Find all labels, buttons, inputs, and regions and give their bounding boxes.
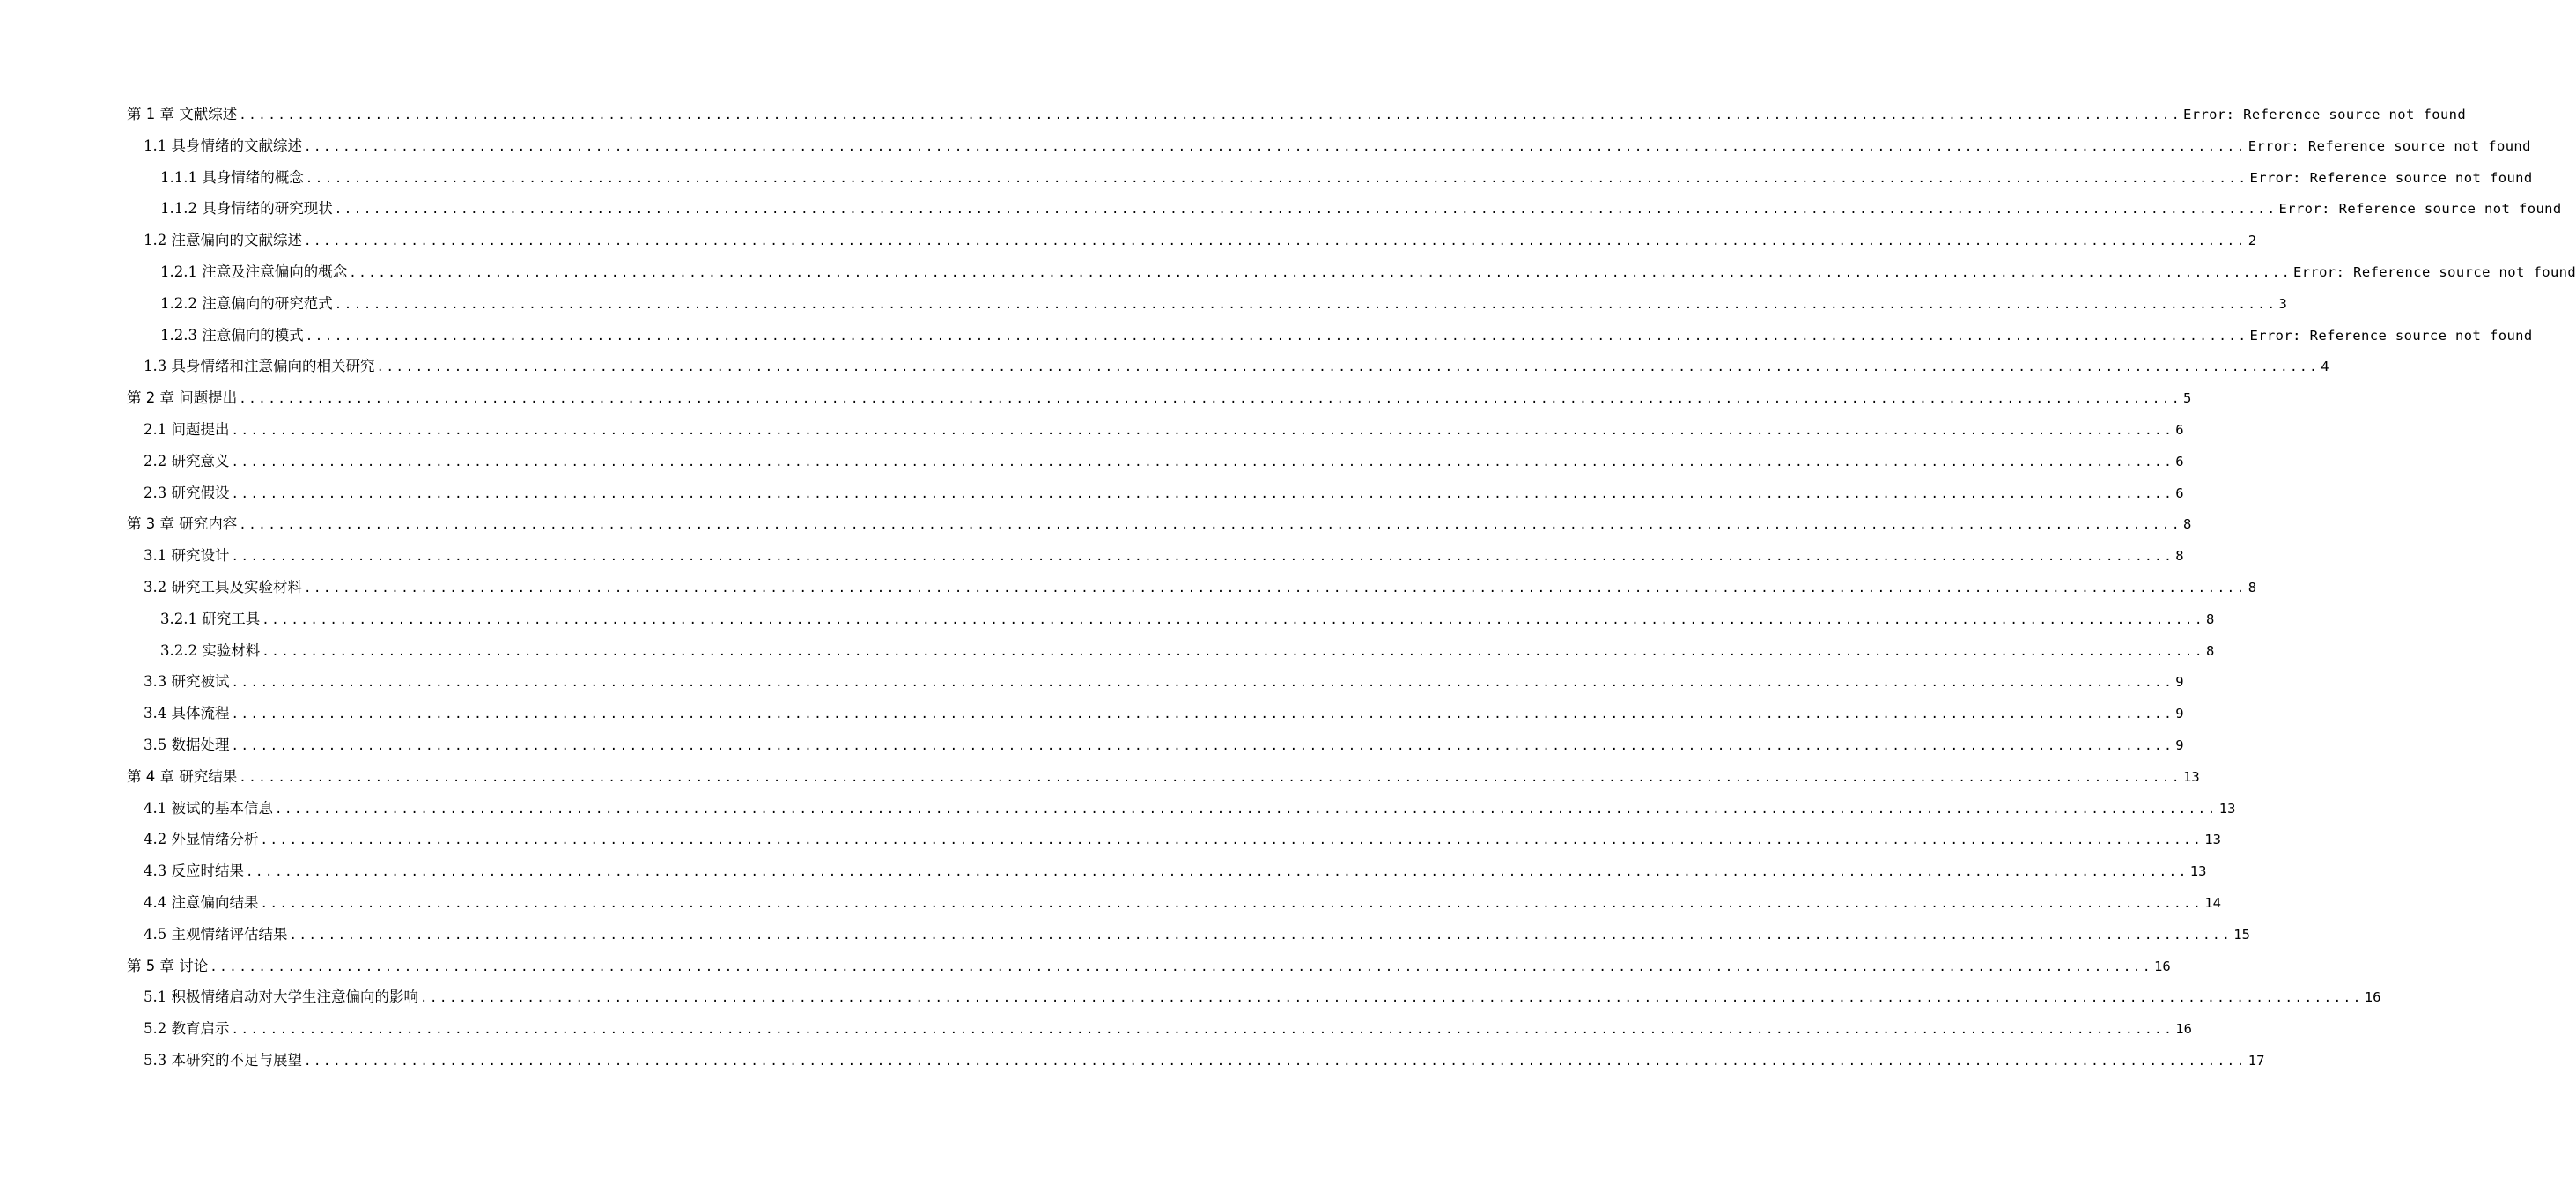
toc-entry-page: 6 [2175,421,2184,438]
toc-dot-leader: ........................................................................................................................................................................................................ [262,644,2204,659]
toc-entry[interactable] [127,256,2576,288]
toc-entry-title: 3.2 研究工具及实验材料 [144,578,302,596]
toc-dot-leader: ........................................................................................................................................................................................................ [231,486,2174,501]
toc-entry-title: 3.2.2 实验材料 [160,641,261,659]
toc-dot-leader: ........................................................................................................................................................................................................ [304,1054,2247,1069]
toc-entry-page: 8 [2182,516,2192,533]
toc-entry-title: 1.1 具身情绪的文献综述 [144,137,302,154]
toc-entry[interactable] [127,288,2287,320]
toc-entry-title: 5.2 教育启示 [144,1020,230,1038]
toc-entry[interactable] [127,981,2381,1013]
toc-entry-title: 1.2 注意偏向的文献综述 [144,232,302,249]
toc-entry-page: 15 [2233,926,2250,943]
toc-entry-page: 8 [2175,548,2184,565]
toc-entry-title: 4.1 被试的基本信息 [144,799,273,817]
toc-entry-page: Error: Reference source not found [2249,169,2533,186]
toc-entry-title: 3.3 研究被试 [144,673,230,691]
toc-entry[interactable] [127,666,2184,698]
toc-entry[interactable] [127,351,2329,382]
toc-entry-title: 4.3 反应时结果 [144,862,244,880]
toc-entry-title: 3.2.1 研究工具 [160,610,261,627]
toc-entry[interactable] [127,540,2184,572]
toc-dot-leader: ........................................................................................................................................................................................................ [260,833,2203,848]
toc-entry-page: 3 [2278,295,2287,312]
toc-entry-page: 8 [2205,610,2215,627]
toc-entry-page: 9 [2175,706,2184,722]
toc-entry-page: Error: Reference source not found [2292,263,2576,280]
toc-dot-leader: ........................................................................................................................................................................................................ [239,518,2181,533]
toc-entry-title: 第 1 章 文献综述 [127,106,238,122]
toc-entry[interactable] [127,887,2221,919]
toc-dot-leader: ........................................................................................................................................................................................................ [349,265,2292,280]
toc-entry[interactable] [127,99,2467,130]
toc-dot-leader: ........................................................................................................................................................................................................ [231,707,2174,722]
toc-entry[interactable] [127,1045,2265,1077]
toc-entry[interactable] [127,635,2215,667]
toc-entry-page: 13 [2189,863,2207,880]
toc-dot-leader: ........................................................................................................................................................................................................ [239,392,2181,407]
toc-entry[interactable] [127,508,2192,540]
toc-entry-page: 17 [2248,1052,2265,1069]
toc-entry-title: 1.1.2 具身情绪的研究现状 [160,200,333,218]
toc-entry[interactable] [127,951,2171,982]
toc-entry-title: 5.3 本研究的不足与展望 [144,1051,302,1069]
toc-entry-title: 3.1 研究设计 [144,547,230,565]
toc-entry-title: 1.1.1 具身情绪的概念 [160,168,304,186]
toc-entry-title: 2.2 研究意义 [144,452,230,470]
toc-entry-title: 4.2 外显情绪分析 [144,831,259,848]
toc-entry-page: 2 [2248,233,2257,249]
toc-entry-page: 16 [2153,958,2171,974]
toc-dot-leader: ........................................................................................................................................................................................................ [231,550,2174,565]
toc-entry[interactable] [127,477,2184,509]
toc-entry-page: 6 [2175,453,2184,470]
toc-dot-leader: ........................................................................................................................................................................................................ [305,329,2248,344]
toc-entry[interactable] [127,414,2184,446]
toc-entry-page: Error: Reference source not found [2248,137,2531,154]
toc-entry-page: 16 [2175,1021,2192,1038]
toc-dot-leader: ........................................................................................................................................................................................................ [231,676,2174,691]
toc-entry-title: 2.3 研究假设 [144,484,230,501]
toc-entry-page: 16 [2364,989,2381,1006]
toc-dot-leader: ........................................................................................................................................................................................................ [239,770,2181,785]
toc-entry[interactable] [127,761,2200,793]
toc-entry[interactable] [127,320,2533,352]
toc-entry-title: 3.4 具体流程 [144,705,230,722]
toc-entry-page: 9 [2175,736,2184,753]
toc-entry-title: 第 4 章 研究结果 [127,767,238,785]
toc-entry-page: 9 [2175,674,2184,691]
toc-entry-title: 5.1 积极情绪启动对大学生注意偏向的影响 [144,988,418,1006]
toc-entry[interactable] [127,919,2250,951]
toc-entry-page: Error: Reference source not found [2182,107,2467,122]
toc-entry[interactable] [127,572,2257,603]
toc-dot-leader: ........................................................................................................................................................................................................ [305,171,2248,186]
toc-entry[interactable] [127,824,2221,855]
toc-entry-page: Error: Reference source not found [2249,327,2533,344]
toc-dot-leader: ........................................................................................................................................................................................................ [231,423,2174,438]
toc-dot-leader: ........................................................................................................................................................................................................ [420,991,2363,1006]
toc-entry-title: 第 3 章 研究内容 [127,515,238,533]
toc-entry-title: 第 2 章 问题提出 [127,389,238,407]
toc-dot-leader: ........................................................................................................................................................................................................ [334,203,2277,218]
toc-entry-page: 13 [2204,832,2221,848]
toc-entry[interactable] [127,698,2184,729]
toc-entry[interactable] [127,382,2192,414]
toc-entry-title: 3.5 数据处理 [144,736,230,753]
toc-entry-page: 4 [2321,359,2329,375]
toc-entry-page: 5 [2182,390,2192,407]
toc-dot-leader: ........................................................................................................................................................................................................ [231,1023,2174,1038]
toc-entry-title: 4.4 注意偏向结果 [144,893,259,911]
toc-entry[interactable] [127,193,2562,225]
toc-entry-title: 2.1 问题提出 [144,420,230,438]
toc-entry-title: 第 5 章 讨论 [127,957,209,974]
toc-dot-leader: ........................................................................................................................................................................................................ [289,928,2233,943]
toc-entry-page: 6 [2175,485,2184,501]
toc-entry-page: 13 [2182,768,2200,785]
toc-entry-page: 8 [2248,579,2257,596]
toc-entry[interactable] [127,855,2207,887]
toc-entry-page: Error: Reference source not found [2278,201,2562,218]
toc-entry-title: 1.2.2 注意偏向的研究范式 [160,294,333,312]
toc-dot-leader: ........................................................................................................................................................................................................ [239,108,2181,122]
toc-dot-leader: ........................................................................................................................................................................................................ [334,297,2277,312]
toc-entry-page: 13 [2218,800,2236,817]
toc-dot-leader: ........................................................................................................................................................................................................ [304,581,2247,596]
toc-dot-leader: ........................................................................................................................................................................................................ [231,455,2174,470]
toc-dot-leader: ........................................................................................................................................................................................................ [210,959,2152,974]
toc-entry-title: 1.2.1 注意及注意偏向的概念 [160,263,348,280]
toc-dot-leader: ........................................................................................................................................................................................................ [231,738,2174,753]
toc-entry[interactable] [127,162,2533,194]
toc-dot-leader: ........................................................................................................................................................................................................ [262,612,2204,627]
toc-entry[interactable] [127,130,2531,162]
toc-dot-leader: ........................................................................................................................................................................................................ [376,360,2320,375]
toc-dot-leader: ........................................................................................................................................................................................................ [304,139,2247,154]
toc-dot-leader: ........................................................................................................................................................................................................ [246,865,2188,880]
toc-dot-leader: ........................................................................................................................................................................................................ [260,896,2203,911]
toc-entry[interactable] [127,446,2184,477]
toc-entry[interactable] [127,793,2236,825]
toc-entry[interactable] [127,225,2257,256]
toc-entry[interactable] [127,603,2215,635]
table-of-contents [127,99,2576,1077]
toc-entry[interactable] [127,1013,2192,1045]
toc-entry-page: 14 [2204,894,2221,911]
toc-entry-title: 4.5 主观情绪评估结果 [144,925,288,943]
toc-entry-title: 1.2.3 注意偏向的模式 [160,326,304,344]
toc-dot-leader: ........................................................................................................................................................................................................ [275,802,2218,817]
toc-entry-title: 1.3 具身情绪和注意偏向的相关研究 [144,358,375,375]
toc-entry-page: 8 [2205,642,2215,659]
toc-entry[interactable] [127,729,2184,761]
toc-dot-leader: ........................................................................................................................................................................................................ [304,234,2247,249]
